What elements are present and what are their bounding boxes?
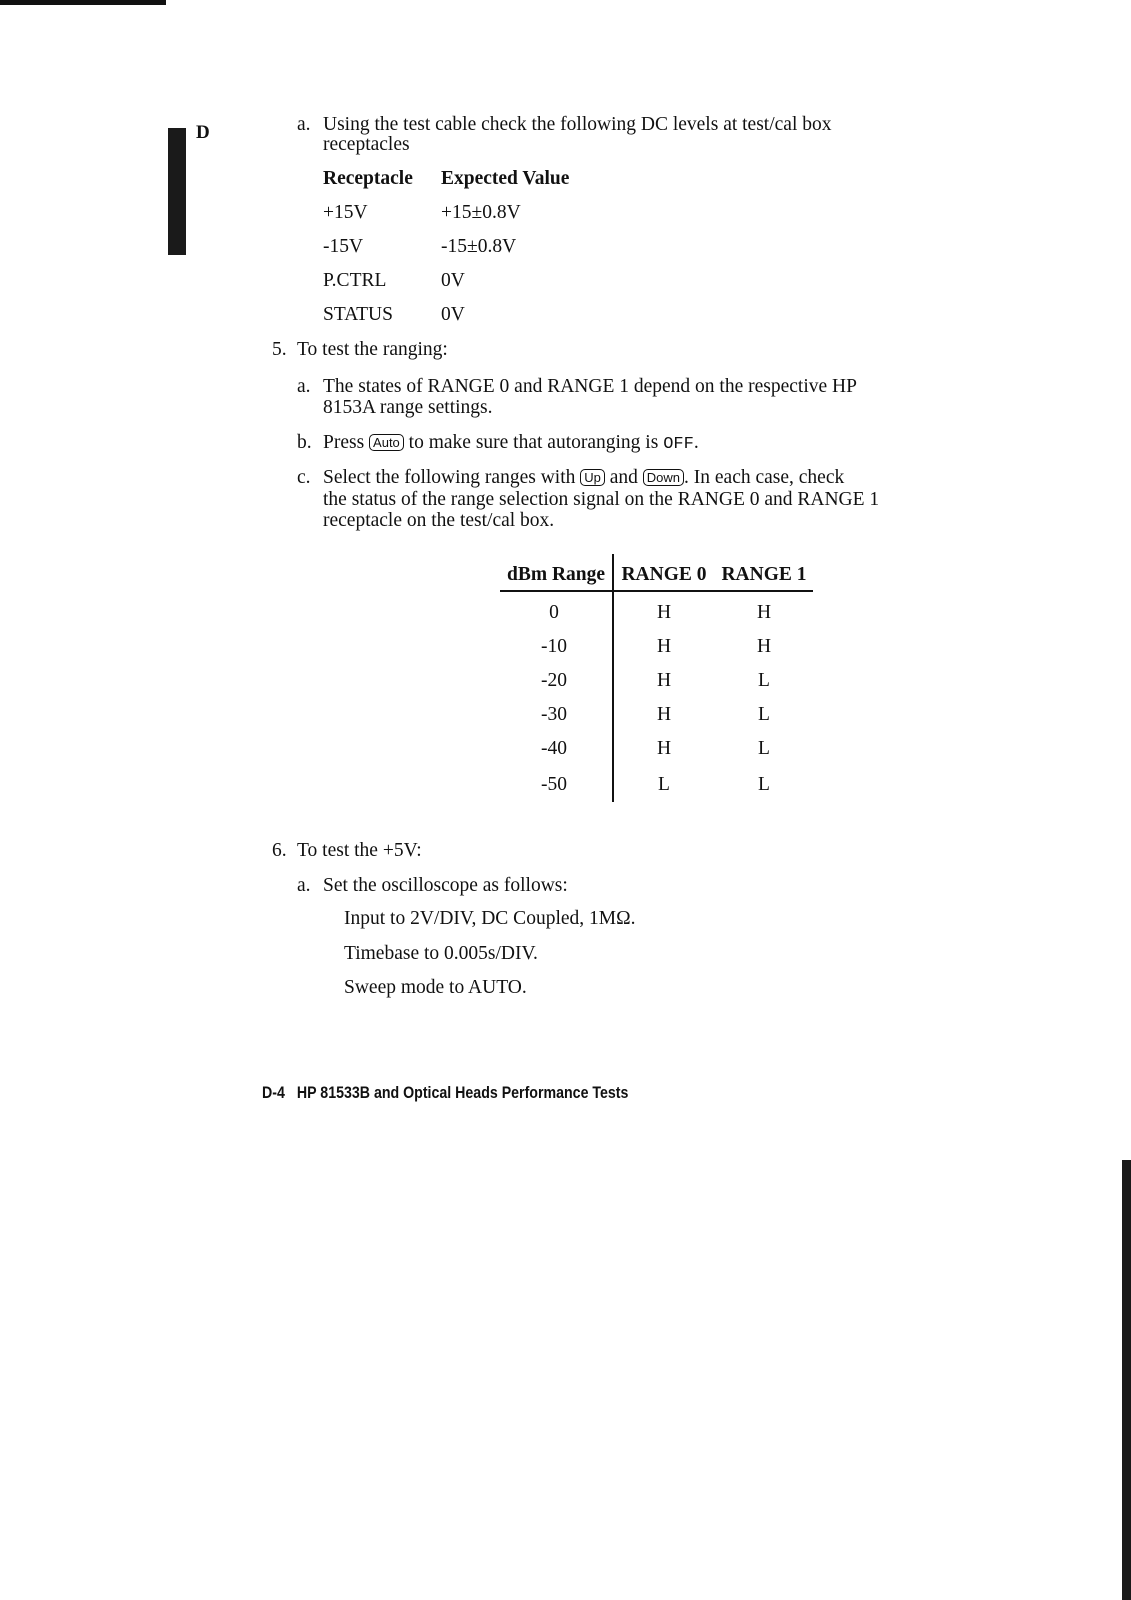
range-table-cell: -10: [541, 636, 567, 657]
range-table-cell: -50: [541, 774, 567, 795]
dc-table-cell: -15V: [323, 236, 364, 257]
step-5a-line1: The states of RANGE 0 and RANGE 1 depend on the respective HP: [323, 376, 857, 397]
scope-setting: Input to 2V/DIV, DC Coupled, 1MΩ.: [344, 908, 636, 929]
range-table-cell: 0: [549, 602, 559, 623]
range-table-header-rule: [500, 590, 813, 592]
dc-table-cell: P.CTRL: [323, 270, 387, 291]
range-table-header-range1: RANGE 1: [721, 564, 807, 585]
step-4a-line2: receptacles: [323, 134, 410, 155]
step-5-text: To test the ranging:: [297, 339, 448, 360]
dc-table-cell: STATUS: [323, 304, 393, 325]
step-5b-pre: Press: [323, 432, 365, 453]
range-table-cell: H: [656, 602, 672, 623]
step-5c-pre: Select the following ranges with: [323, 467, 576, 488]
step-6a-text: Set the oscilloscope as follows:: [323, 875, 568, 896]
scan-edge-bar-top: [0, 0, 166, 5]
step-5b-marker: b.: [297, 432, 312, 453]
range-table-header-range0: RANGE 0: [621, 564, 707, 585]
dc-table-header-receptacle: Receptacle: [323, 168, 413, 189]
footer-title: HP 81533B and Optical Heads Performance Tests: [296, 1084, 629, 1102]
step-4a-line1: Using the test cable check the following DC levels at test/cal box: [323, 114, 832, 135]
range-table-cell: H: [756, 602, 772, 623]
scope-setting: Timebase to 0.005s/DIV.: [344, 943, 538, 964]
step-5c-post: . In each case, check: [684, 467, 845, 488]
step-5c-marker: c.: [297, 467, 311, 488]
step-5c-line3: receptacle on the test/cal box.: [323, 510, 555, 531]
range-table-cell: L: [758, 738, 770, 759]
range-table-cell: L: [758, 670, 770, 691]
dc-table-cell: +15V: [323, 202, 368, 223]
step-5c-line2: the status of the range selection signal on the RANGE 0 and RANGE 1: [323, 489, 880, 510]
range-table-cell: H: [656, 636, 672, 657]
range-table-cell: -20: [541, 670, 567, 691]
step-5b-mid: to make sure that autoranging is: [408, 432, 659, 453]
range-table-cell: H: [656, 738, 672, 759]
dc-table-cell: +15±0.8V: [441, 202, 521, 223]
range-table-cell: L: [758, 704, 770, 725]
step-5c-line1: [323, 466, 844, 489]
dc-table-cell: 0V: [441, 304, 465, 325]
range-table-cell: H: [756, 636, 772, 657]
range-table-cell: L: [758, 774, 770, 795]
range-table-cell: L: [658, 774, 670, 795]
range-table-cell: -40: [541, 738, 567, 759]
step-6-marker: 6.: [272, 840, 287, 861]
dc-table-cell: -15±0.8V: [441, 236, 517, 257]
range-table-cell: H: [656, 670, 672, 691]
up-key-icon: Up: [580, 469, 605, 486]
range-table-cell: H: [656, 704, 672, 725]
step-6-text: To test the +5V:: [297, 840, 422, 861]
step-5b-end: .: [693, 432, 699, 453]
section-letter: D: [196, 122, 210, 143]
autorange-state: OFF: [663, 435, 694, 454]
dc-table-header-expected: Expected Value: [441, 168, 570, 189]
section-tab-marker: [168, 128, 186, 255]
step-5-marker: 5.: [272, 339, 287, 360]
step-5a-line2: 8153A range settings.: [323, 397, 493, 418]
step-5c-and: and: [609, 467, 638, 488]
range-table-header-dbm: dBm Range: [506, 564, 606, 585]
step-5a-marker: a.: [297, 376, 311, 397]
scope-setting: Sweep mode to AUTO.: [344, 977, 527, 998]
scan-edge-bar-right: [1122, 1160, 1131, 1600]
step-4a-marker: a.: [297, 114, 311, 135]
page-footer: [262, 1084, 628, 1103]
step-5b-text: [323, 431, 699, 456]
page-number: D-4: [262, 1084, 285, 1102]
auto-key-icon: Auto: [369, 434, 404, 451]
down-key-icon: Down: [643, 469, 684, 486]
step-6a-marker: a.: [297, 875, 311, 896]
range-table-cell: -30: [541, 704, 567, 725]
dc-table-cell: 0V: [441, 270, 465, 291]
